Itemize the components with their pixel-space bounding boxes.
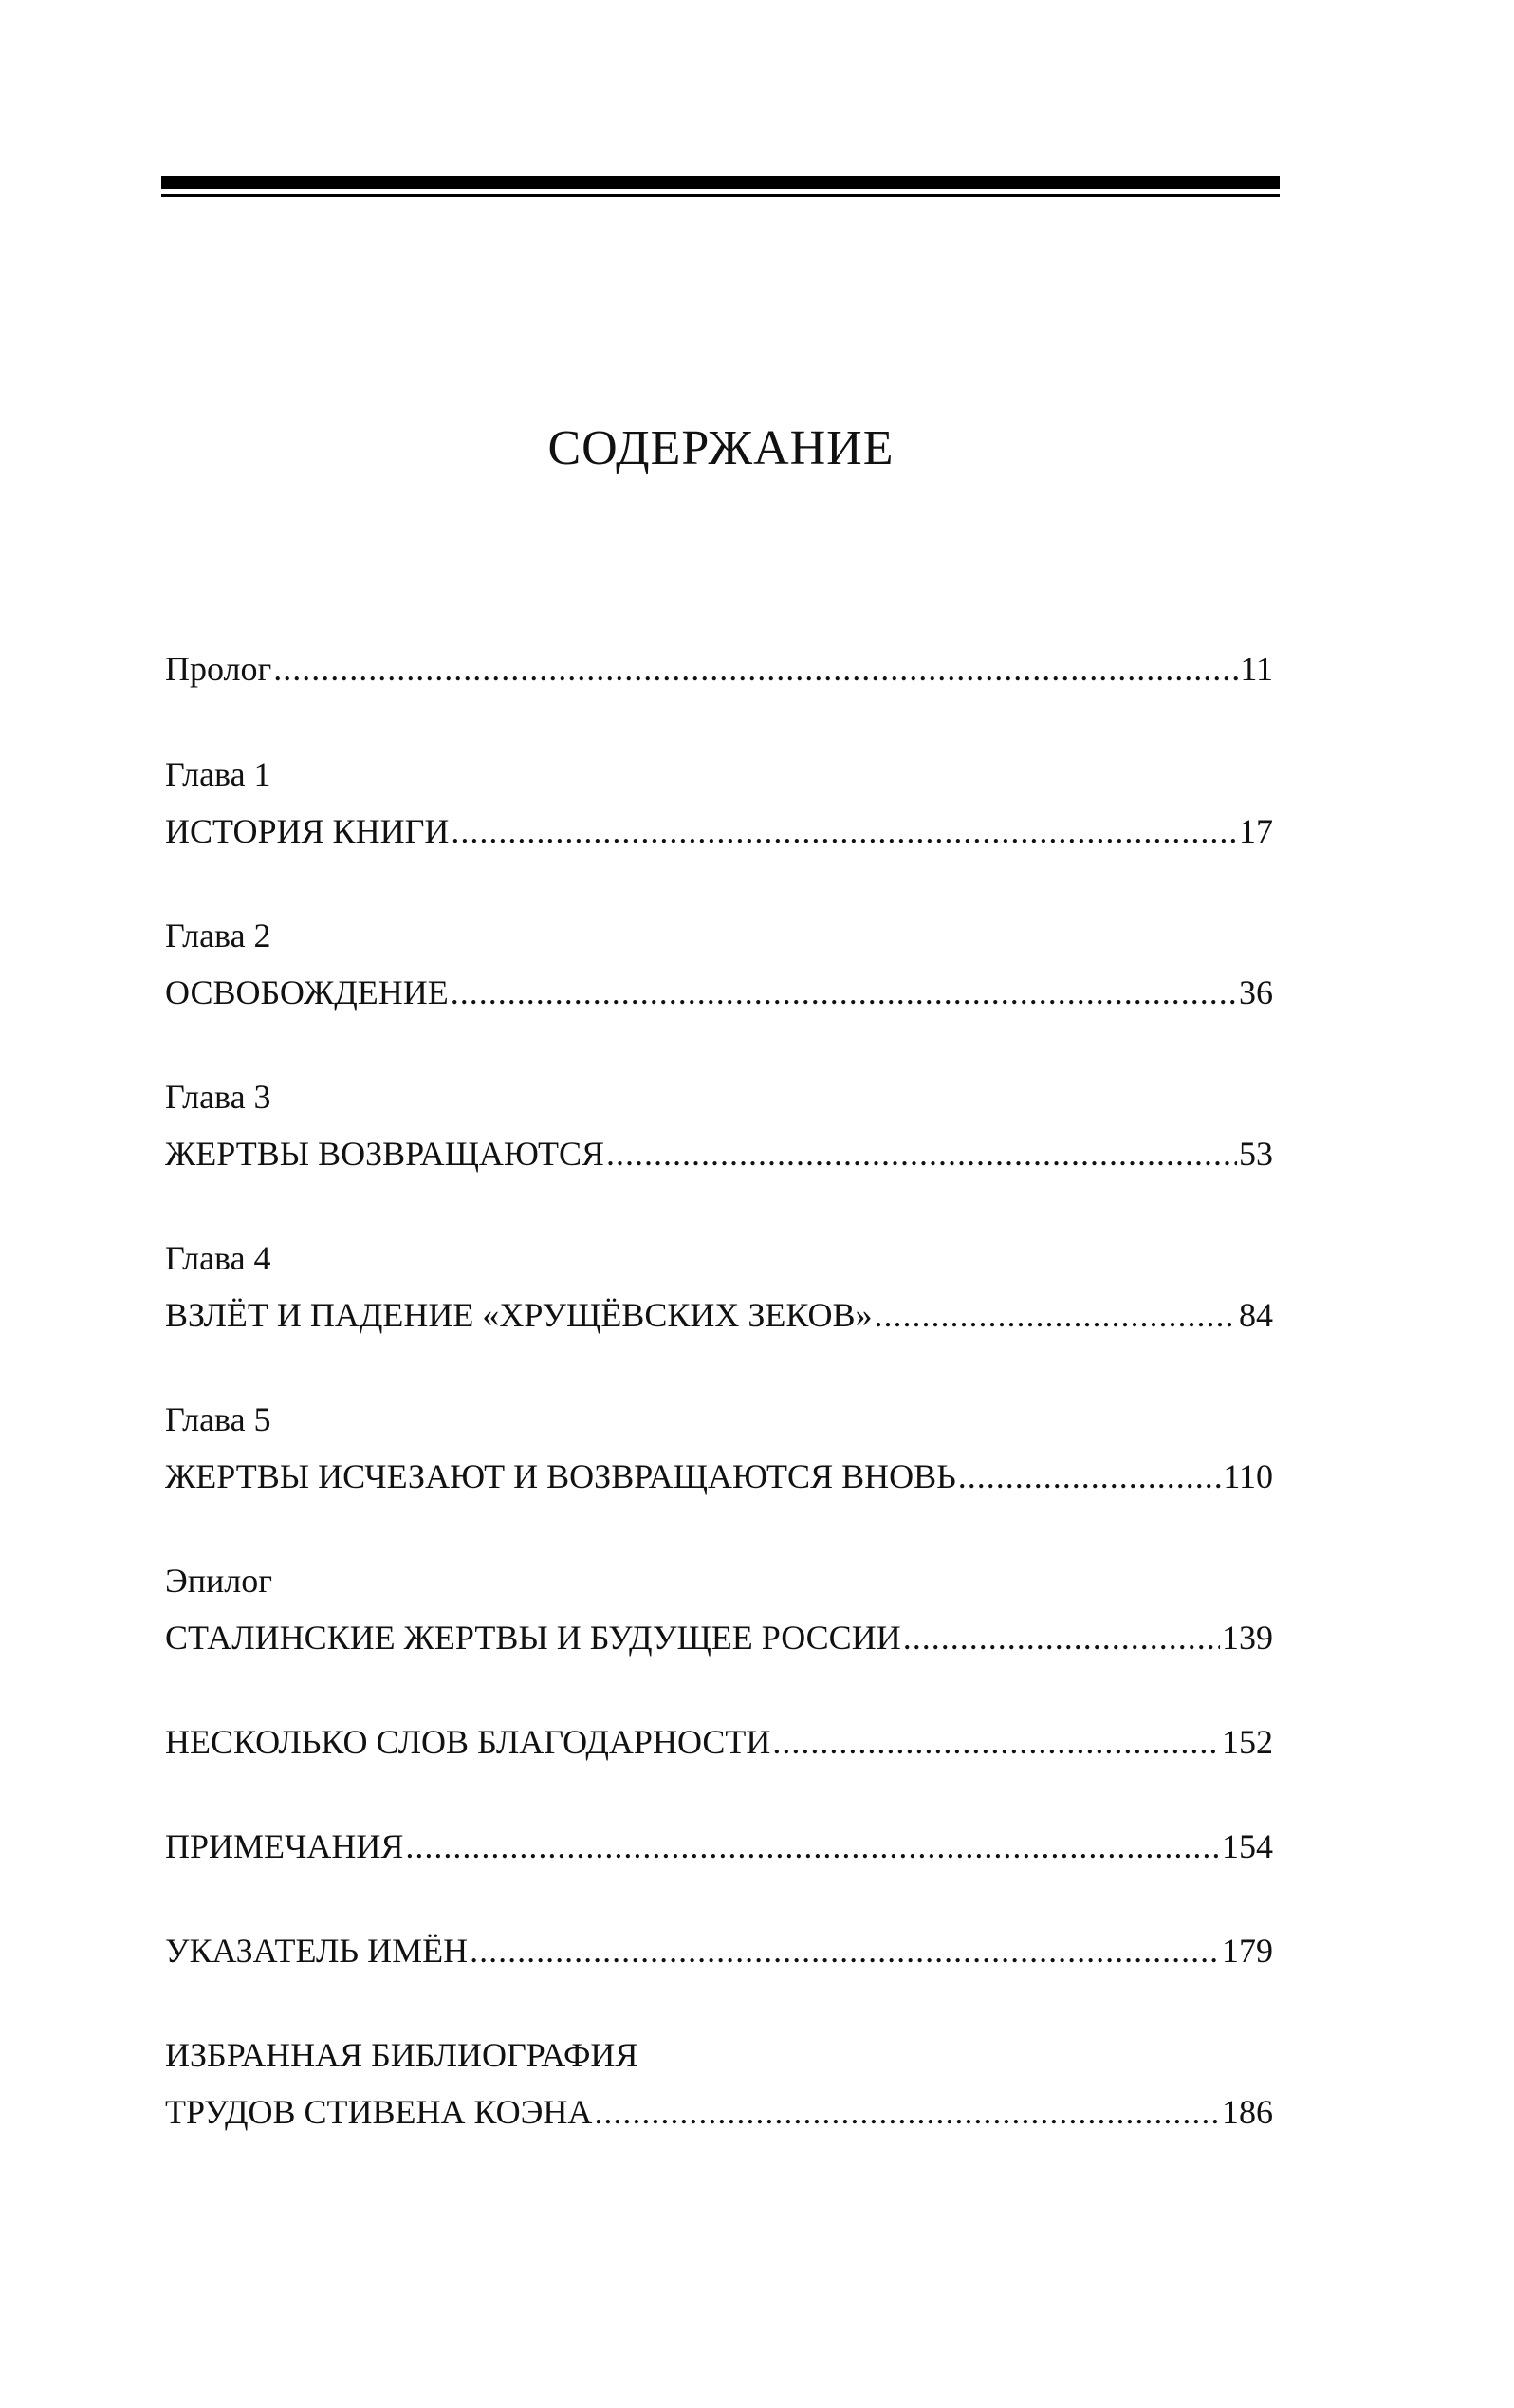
- toc-page-number: 152: [1222, 1723, 1273, 1761]
- toc-leader-dots: [606, 1131, 1237, 1176]
- toc-entry-acknowledgements[interactable]: [165, 1719, 1273, 1765]
- toc-entry-title: СТАЛИНСКИЕ ЖЕРТВЫ И БУДУЩЕЕ РОССИИ: [165, 1619, 901, 1657]
- toc-leader-dots: [273, 646, 1238, 692]
- toc-page-number: 11: [1240, 650, 1273, 688]
- toc-page-number: 154: [1222, 1827, 1273, 1865]
- toc-page-number: 84: [1239, 1296, 1273, 1334]
- toc-leader-dots: [451, 970, 1237, 1015]
- toc-page-number: 17: [1239, 812, 1273, 850]
- toc-entry-chapter-4[interactable]: [165, 1292, 1273, 1338]
- toc-leader-dots: [875, 1292, 1238, 1338]
- toc-entry-title: ПРИМЕЧАНИЯ: [165, 1827, 404, 1865]
- toc-chapter-heading: Глава 3: [165, 1078, 271, 1116]
- toc-leader-dots: [594, 2089, 1220, 2135]
- toc-page-number: 110: [1223, 1457, 1273, 1495]
- toc-leader-dots: [405, 1824, 1220, 1869]
- toc-entry-title: УКАЗАТЕЛЬ ИМЁН: [165, 1932, 469, 1970]
- toc-entry-prologue[interactable]: [165, 646, 1273, 692]
- toc-entry-title: ВЗЛЁТ И ПАДЕНИЕ «ХРУЩЁВСКИХ ЗЕКОВ»: [165, 1296, 873, 1334]
- toc-chapter-heading: Глава 1: [165, 755, 271, 793]
- toc-leader-dots: [451, 808, 1237, 854]
- toc-entry-title: ТРУДОВ СТИВЕНА КОЭНА: [165, 2093, 593, 2131]
- toc-chapter-heading: Эпилог: [165, 1562, 273, 1600]
- toc-page-number: 139: [1222, 1619, 1273, 1657]
- toc-page-number: 186: [1222, 2093, 1273, 2131]
- toc-leader-dots: [903, 1615, 1220, 1660]
- toc-chapter-heading: Глава 2: [165, 917, 271, 954]
- toc-entry-notes[interactable]: [165, 1824, 1273, 1869]
- toc-entry-title: ЖЕРТВЫ ИСЧЕЗАЮТ И ВОЗВРАЩАЮТСЯ ВНОВЬ: [165, 1457, 956, 1495]
- toc-entry-chapter-5[interactable]: [165, 1454, 1273, 1499]
- toc-entry-chapter-3[interactable]: [165, 1131, 1273, 1176]
- toc-page-number: 36: [1239, 973, 1273, 1011]
- toc-entry-chapter-1[interactable]: [165, 808, 1273, 854]
- toc-entry-epilogue[interactable]: [165, 1615, 1273, 1660]
- toc-leader-dots: [470, 1928, 1220, 1973]
- toc-leader-dots: [958, 1454, 1222, 1499]
- table-of-contents: [165, 0, 1273, 2408]
- toc-chapter-heading: Глава 5: [165, 1400, 271, 1438]
- toc-entry-bibliography[interactable]: [165, 2089, 1273, 2135]
- page-title: СОДЕРЖАНИЕ: [547, 421, 895, 475]
- toc-leader-dots: [772, 1719, 1220, 1765]
- toc-entry-name-index[interactable]: [165, 1928, 1273, 1973]
- toc-chapter-heading: Глава 4: [165, 1239, 271, 1277]
- toc-page-number: 53: [1239, 1135, 1273, 1173]
- toc-entry-title: ЖЕРТВЫ ВОЗВРАЩАЮТСЯ: [165, 1135, 605, 1173]
- toc-entry-title: Пролог: [165, 650, 272, 688]
- toc-page-number: 179: [1222, 1932, 1273, 1970]
- toc-entry-title: НЕСКОЛЬКО СЛОВ БЛАГОДАРНОСТИ: [165, 1723, 771, 1761]
- toc-entry-title: ОСВОБОЖДЕНИЕ: [165, 973, 449, 1011]
- toc-section-heading: ИЗБРАННАЯ БИБЛИОГРАФИЯ: [165, 2036, 638, 2074]
- toc-entry-chapter-2[interactable]: [165, 970, 1273, 1015]
- toc-entry-title: ИСТОРИЯ КНИГИ: [165, 812, 450, 850]
